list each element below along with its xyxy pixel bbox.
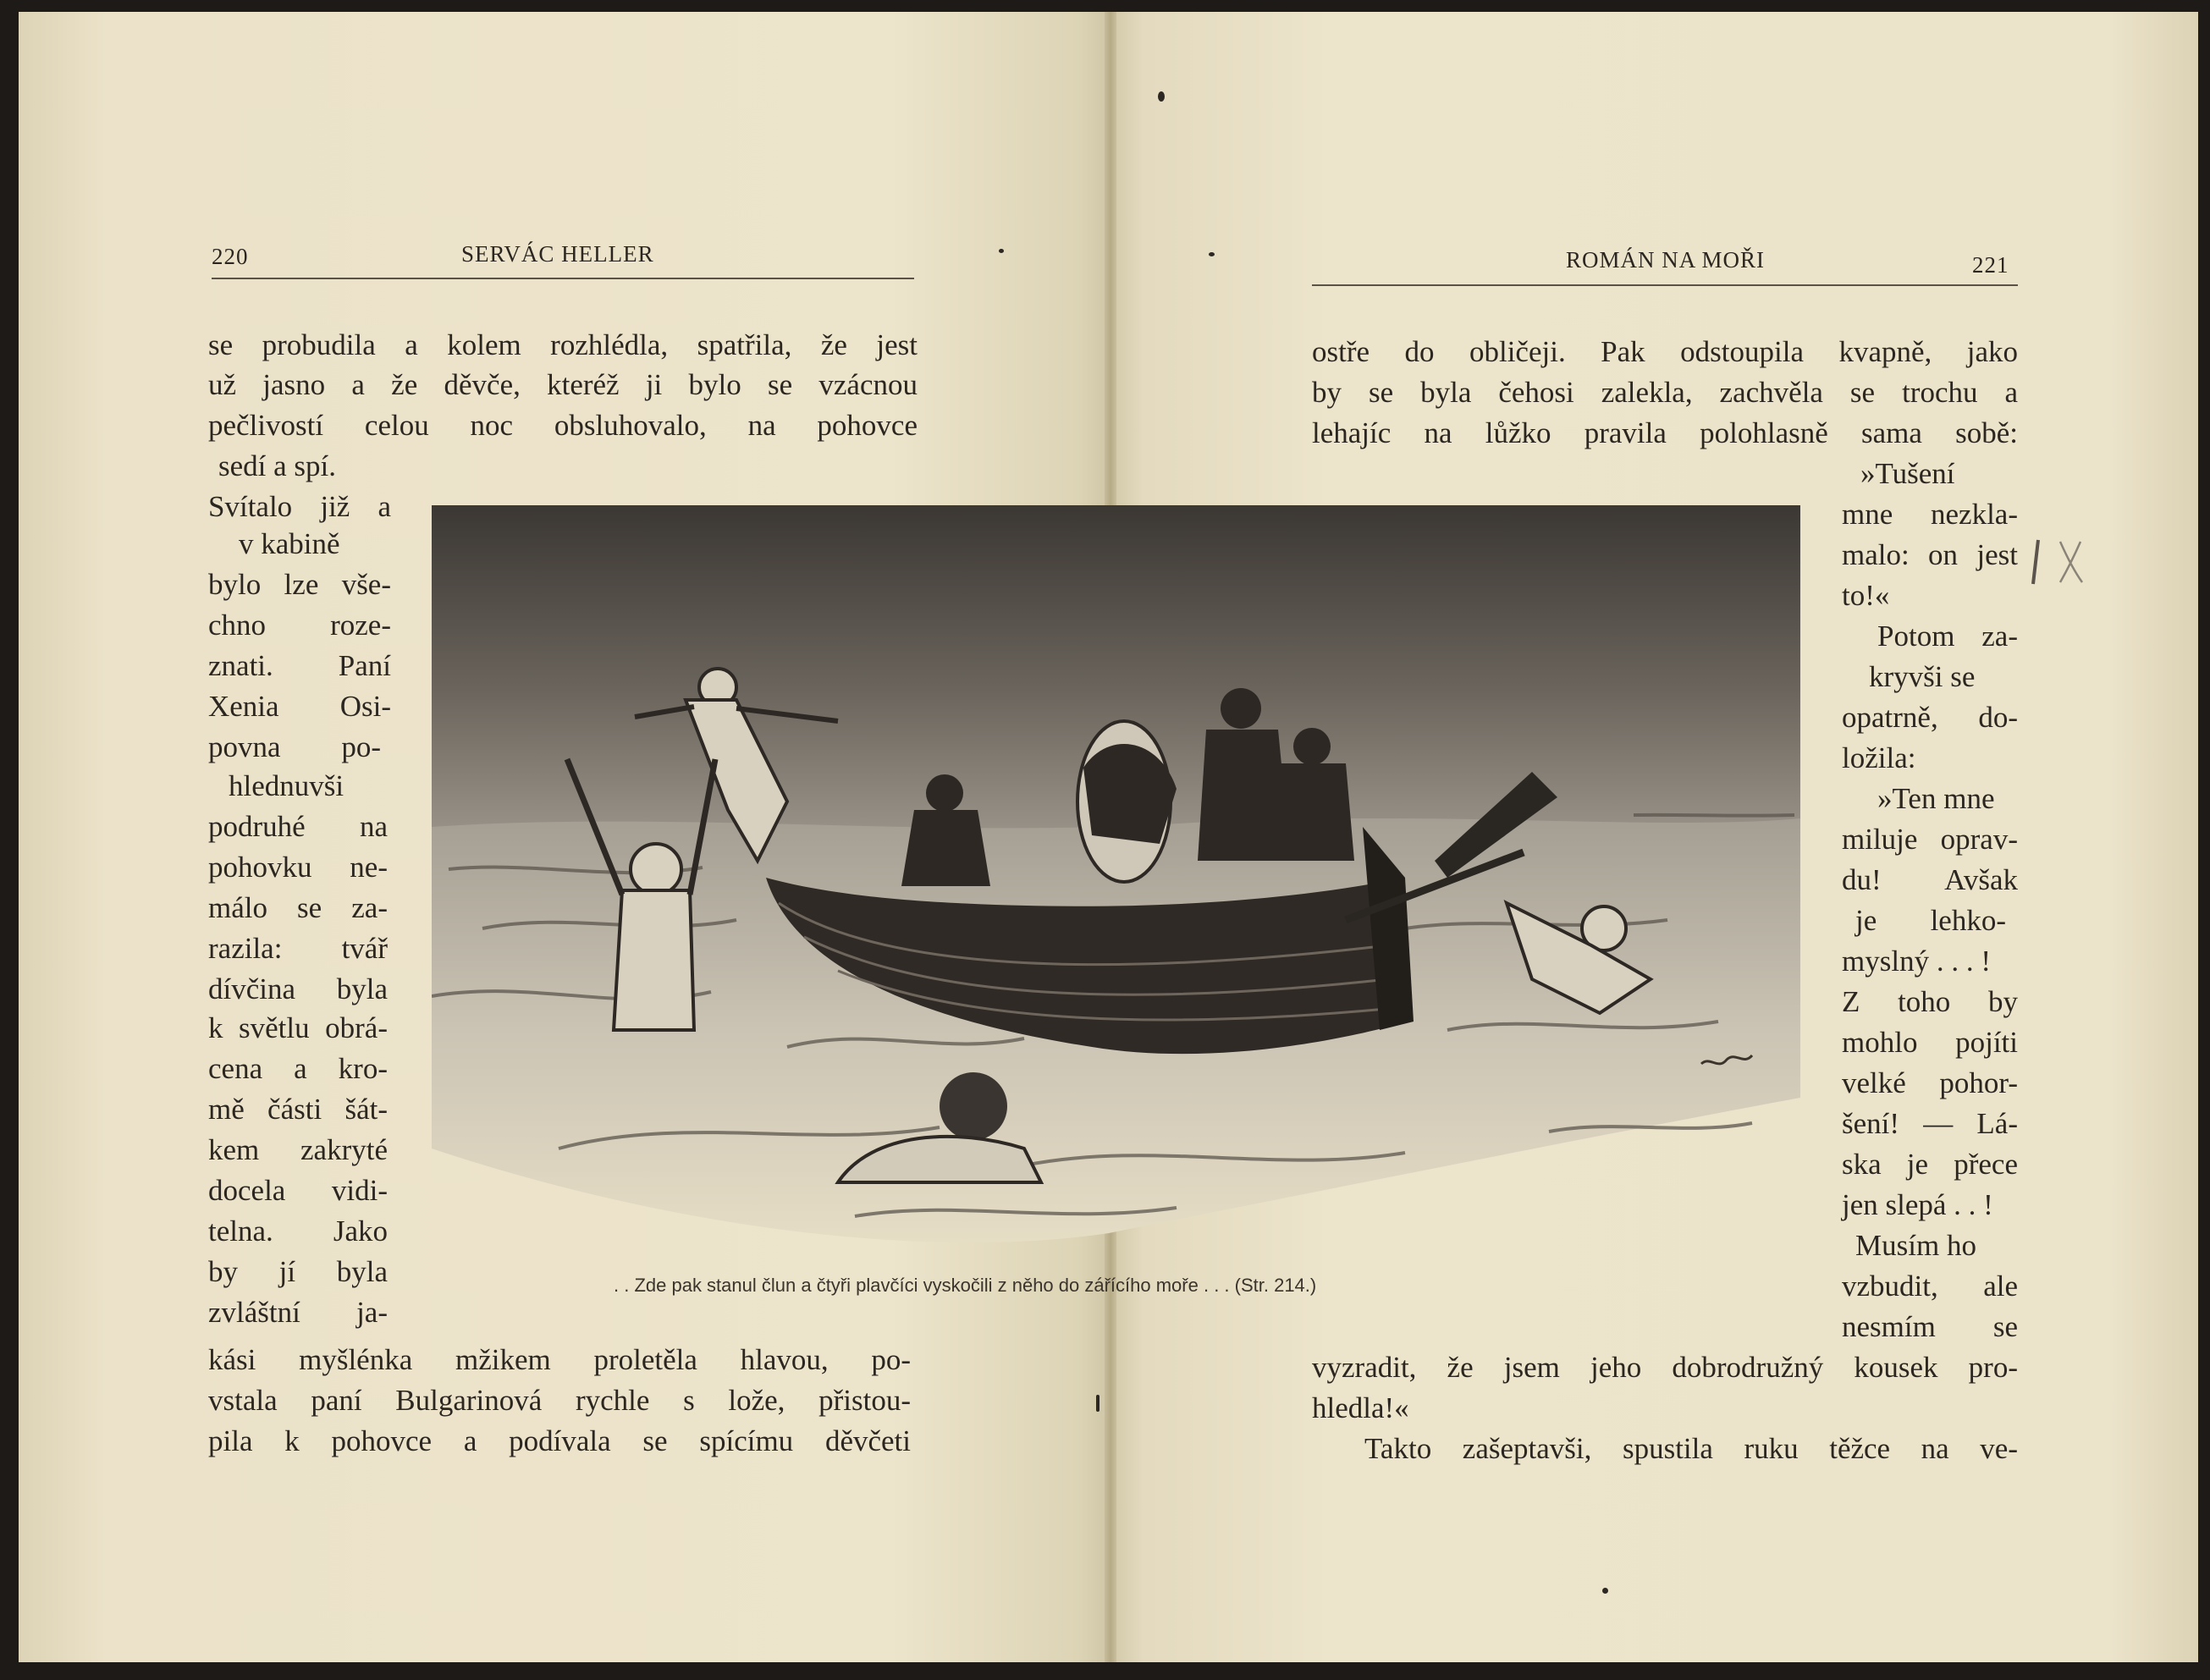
text-line: pečlivostí celou noc obsluhovalo, na pohovce <box>208 409 918 442</box>
right-header-rule <box>1312 284 2018 286</box>
text-line: hlednuvši <box>229 769 344 802</box>
text-line: kryvši se <box>1869 660 1976 693</box>
text-line: Svítalo již a <box>208 490 391 523</box>
print-speck <box>1096 1395 1099 1412</box>
text-line: by se byla čehosi zalekla, zachvěla se trochu a <box>1312 376 2018 409</box>
text-line: už jasno a že děvče, kteréž ji bylo se vzácnou <box>208 368 918 401</box>
text-line: šení! — Lá- <box>1842 1107 2018 1140</box>
text-line: ska je přece <box>1842 1148 2018 1181</box>
text-line: ložila: <box>1842 741 1916 774</box>
text-line: sedí a spí. <box>218 449 337 482</box>
text-line: povna po- <box>208 730 381 763</box>
text-line: du! Avšak <box>1842 863 2018 896</box>
text-line: vstala paní Bulgarinová rychle s lože, přistou- <box>208 1384 911 1417</box>
right-running-head: ROMÁN NA MOŘI <box>1566 247 1766 273</box>
text-line: to!« <box>1842 579 1890 612</box>
left-running-head: SERVÁC HELLER <box>461 241 654 267</box>
text-line: podruhé na <box>208 810 388 843</box>
left-header-rule <box>212 278 914 279</box>
text-line: lehajíc na lůžko pravila polohlasně sama sobě: <box>1312 416 2018 449</box>
text-line: »Ten mne <box>1877 782 1995 815</box>
left-page-number: 220 <box>212 244 249 269</box>
text-line: kási myšlénka mžikem proletěla hlavou, po- <box>208 1343 911 1376</box>
text-line: by jí byla <box>208 1255 388 1288</box>
text-line: chno roze- <box>208 609 391 642</box>
text-line: vzbudit, ale <box>1842 1270 2018 1303</box>
text-line: Takto zašeptavši, spustila ruku těžce na ve- <box>1364 1432 2018 1465</box>
print-speck <box>1158 91 1165 102</box>
text-line: miluje oprav- <box>1842 823 2018 856</box>
text-line: »Tušení <box>1860 457 1955 490</box>
right-page-number: 221 <box>1972 252 2009 278</box>
boat-illustration <box>432 505 1800 1259</box>
print-speck <box>1602 1588 1608 1594</box>
text-line: malo: on jest <box>1842 538 2018 571</box>
text-line: pohovku ne- <box>208 851 388 884</box>
text-line: znati. Paní <box>208 649 391 682</box>
text-line: bylo lze vše- <box>208 568 391 601</box>
text-line: myslný . . . ! <box>1842 945 1991 978</box>
text-line: málo se za- <box>208 891 388 924</box>
text-line: k světlu obrá- <box>208 1011 388 1044</box>
text-line: razila: tvář <box>208 932 388 965</box>
text-line: cena a kro- <box>208 1052 388 1085</box>
print-speck <box>1209 252 1215 256</box>
print-speck <box>999 249 1004 253</box>
text-line: Musím ho <box>1855 1229 1976 1262</box>
text-line: Z toho by <box>1842 985 2018 1018</box>
text-line: mohlo pojíti <box>1842 1026 2018 1059</box>
text-line: Xenia Osi- <box>208 690 391 723</box>
illustration-caption: . . Zde pak stanul člun a čtyři plavčíci vyskočili z něho do zářícího moře . . . (Str. 214.) <box>614 1275 1317 1296</box>
text-line: velké pohor- <box>1842 1066 2018 1099</box>
text-line: docela vidi- <box>208 1174 388 1207</box>
text-line: kem zakryté <box>208 1133 388 1166</box>
text-line: hledla!« <box>1312 1391 1409 1424</box>
text-line: zvláštní ja- <box>208 1296 388 1329</box>
text-line: mě části šát- <box>208 1093 388 1126</box>
text-line: je lehko- <box>1855 904 2006 937</box>
text-line: dívčina byla <box>208 972 388 1005</box>
text-line: se probudila a kolem rozhlédla, spatřila, že jest <box>208 328 918 361</box>
pencil-mark <box>2030 532 2089 591</box>
text-line: opatrně, do- <box>1842 701 2018 734</box>
text-line: vyzradit, že jsem jeho dobrodružný kousek pro- <box>1312 1351 2018 1384</box>
text-line: Potom za- <box>1877 620 2018 653</box>
text-line: telna. Jako <box>208 1215 388 1248</box>
text-line: v kabině <box>239 527 340 560</box>
text-line: ostře do obličeji. Pak odstoupila kvapně, jako <box>1312 335 2018 368</box>
text-line: nesmím se <box>1842 1310 2018 1343</box>
text-line: mne nezkla- <box>1842 498 2018 531</box>
text-line: jen slepá . . ! <box>1842 1188 1993 1221</box>
text-line: pila k pohovce a podívala se spícímu děvčeti <box>208 1424 911 1457</box>
